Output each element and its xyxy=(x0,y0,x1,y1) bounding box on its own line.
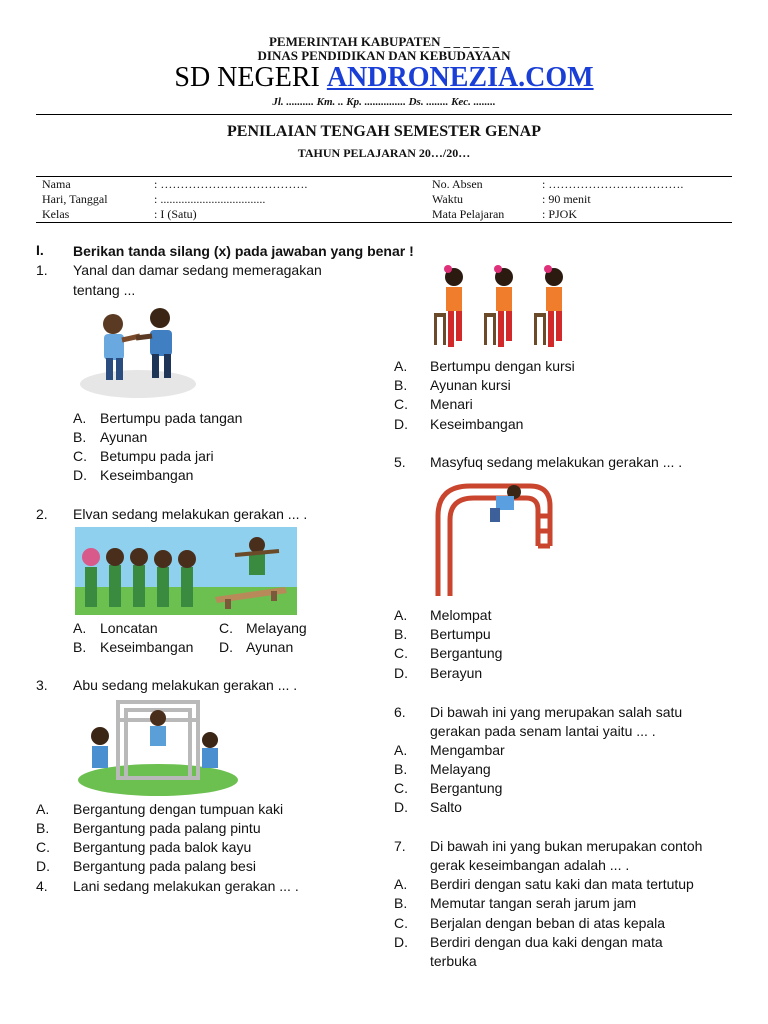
option-letter[interactable]: A. xyxy=(394,607,408,623)
option-letter[interactable]: C. xyxy=(394,645,408,661)
address-line: Jl. .......... Km. .. Kp. ............... Ds. ........ Kec. ........ xyxy=(272,96,496,108)
option-letter[interactable]: C. xyxy=(73,448,87,464)
question-text: Elvan sedang melakukan gerakan ... . xyxy=(73,506,308,522)
option-letter[interactable]: D. xyxy=(73,467,87,483)
option-text[interactable]: Berdiri dengan satu kaki dan mata tertutup xyxy=(430,876,694,892)
option-text-continued: terbuka xyxy=(430,953,477,969)
option-text[interactable]: Salto xyxy=(430,799,462,815)
option-letter[interactable]: A. xyxy=(394,876,408,892)
option-letter[interactable]: D. xyxy=(394,799,408,815)
info-value: : I (Satu) xyxy=(154,207,197,221)
info-label: Mata Pelajaran xyxy=(432,207,505,221)
info-label: Hari, Tanggal xyxy=(42,192,108,206)
option-text[interactable]: Melayang xyxy=(430,761,491,777)
question-text: Di bawah ini yang merupakan salah satu xyxy=(430,704,683,720)
info-value: : ................................... xyxy=(154,192,266,206)
option-letter[interactable]: D. xyxy=(394,416,408,432)
option-letter[interactable]: B. xyxy=(73,429,87,445)
option-letter[interactable]: C. xyxy=(394,780,408,796)
option-text[interactable]: Bertumpu xyxy=(430,626,491,642)
question-number: 6. xyxy=(394,704,406,720)
option-text[interactable]: Bergantung pada palang besi xyxy=(73,858,256,874)
info-value: : PJOK xyxy=(542,207,578,221)
question-text: Lani sedang melakukan gerakan ... . xyxy=(73,878,299,894)
option-letter[interactable]: B. xyxy=(394,761,408,777)
header-divider xyxy=(36,114,732,115)
option-letter[interactable]: A. xyxy=(394,742,408,758)
info-row xyxy=(36,192,732,207)
option-letter[interactable]: C. xyxy=(219,620,233,636)
option-letter[interactable]: B. xyxy=(36,820,50,836)
question-number: 5. xyxy=(394,454,406,470)
option-letter[interactable]: A. xyxy=(394,358,408,374)
section-number: I. xyxy=(36,242,44,258)
option-text[interactable]: Bergantung xyxy=(430,780,503,796)
option-text[interactable]: Menari xyxy=(430,396,473,412)
info-value: : 90 menit xyxy=(542,192,591,206)
info-label: Kelas xyxy=(42,207,70,221)
two-boys-pushing-image xyxy=(78,302,200,400)
question-number: 7. xyxy=(394,838,406,854)
girls-with-chairs-image xyxy=(430,263,576,355)
option-text[interactable]: Ayunan xyxy=(246,639,294,655)
option-letter[interactable]: A. xyxy=(73,410,87,426)
balance-beam-kids-image xyxy=(75,527,297,615)
school-year: TAHUN PELAJARAN 20…/20… xyxy=(297,146,471,160)
question-text: Yanal dan damar sedang memeragakan xyxy=(73,262,322,278)
option-letter[interactable]: C. xyxy=(394,915,408,931)
arch-bars-child-image xyxy=(430,476,556,602)
info-row xyxy=(36,177,732,192)
option-text[interactable]: Keseimbangan xyxy=(100,639,194,655)
question-text: Masyfuq sedang melakukan gerakan ... . xyxy=(430,454,683,470)
option-letter[interactable]: A. xyxy=(36,801,50,817)
government-line: PEMERINTAH KABUPATEN _ _ _ _ _ _ xyxy=(268,34,500,49)
option-text[interactable]: Berdiri dengan dua kaki dengan mata xyxy=(430,934,663,950)
info-label: Nama xyxy=(42,177,71,191)
question-number: 1. xyxy=(36,262,48,278)
school-name xyxy=(0,62,768,94)
option-letter[interactable]: C. xyxy=(394,396,408,412)
option-text[interactable]: Melayang xyxy=(246,620,307,636)
option-letter[interactable]: B. xyxy=(394,895,408,911)
info-label: Waktu xyxy=(432,192,464,206)
school-link[interactable]: ANDRONEZIA.COM xyxy=(326,62,594,93)
option-text[interactable]: Bergantung pada balok kayu xyxy=(73,839,252,855)
question-text: tentang ... xyxy=(73,282,136,298)
option-text[interactable]: Bertumpu pada tangan xyxy=(100,410,243,426)
option-text[interactable]: Memutar tangan serah jarum jam xyxy=(430,895,637,911)
question-number: 3. xyxy=(36,677,48,693)
option-text[interactable]: Ayunan xyxy=(100,429,148,445)
section-instruction: Berikan tanda silang (x) pada jawaban yang benar ! xyxy=(73,243,414,259)
option-text[interactable]: Melompat xyxy=(430,607,492,623)
option-text[interactable]: Loncatan xyxy=(100,620,158,636)
option-text[interactable]: Keseimbangan xyxy=(430,416,524,432)
option-text[interactable]: Bergantung pada palang pintu xyxy=(73,820,261,836)
option-text[interactable]: Mengambar xyxy=(430,742,505,758)
question-text: gerakan pada senam lantai yaitu ... . xyxy=(430,723,656,739)
option-letter[interactable]: A. xyxy=(73,620,87,636)
info-label: No. Absen xyxy=(432,177,483,191)
question-number: 4. xyxy=(36,878,48,894)
option-text[interactable]: Bergantung dengan tumpuan kaki xyxy=(73,801,284,817)
option-letter[interactable]: D. xyxy=(219,639,233,655)
option-letter[interactable]: C. xyxy=(36,839,50,855)
info-row xyxy=(36,207,732,222)
option-text[interactable]: Keseimbangan xyxy=(100,467,194,483)
option-letter[interactable]: D. xyxy=(394,665,408,681)
option-text[interactable]: Betumpu pada jari xyxy=(100,448,214,464)
question-text: gerak keseimbangan adalah ... . xyxy=(430,857,630,873)
department-line: DINAS PENDIDIKAN DAN KEBUDAYAAN xyxy=(257,48,511,63)
monkey-bars-kids-image xyxy=(78,696,238,796)
school-prefix: SD NEGERI xyxy=(174,62,320,93)
option-letter[interactable]: B. xyxy=(394,377,408,393)
option-letter[interactable]: D. xyxy=(394,934,408,950)
option-letter[interactable]: B. xyxy=(73,639,87,655)
info-value: : ……………………………. xyxy=(542,177,684,191)
option-text[interactable]: Berayun xyxy=(430,665,483,681)
question-number: 2. xyxy=(36,506,48,522)
option-text[interactable]: Berjalan dengan beban di atas kepala xyxy=(430,915,666,931)
option-text[interactable]: Bergantung xyxy=(430,645,503,661)
option-letter[interactable]: D. xyxy=(36,858,50,874)
option-text[interactable]: Ayunan kursi xyxy=(430,377,511,393)
info-value: : ………………………………. xyxy=(154,177,308,191)
question-text: Di bawah ini yang bukan merupakan contoh xyxy=(430,838,703,854)
option-text[interactable]: Bertumpu dengan kursi xyxy=(430,358,575,374)
student-info-table xyxy=(36,176,732,223)
question-text: Abu sedang melakukan gerakan ... . xyxy=(73,677,298,693)
option-letter[interactable]: B. xyxy=(394,626,408,642)
exam-title: PENILAIAN TENGAH SEMESTER GENAP xyxy=(227,123,541,140)
